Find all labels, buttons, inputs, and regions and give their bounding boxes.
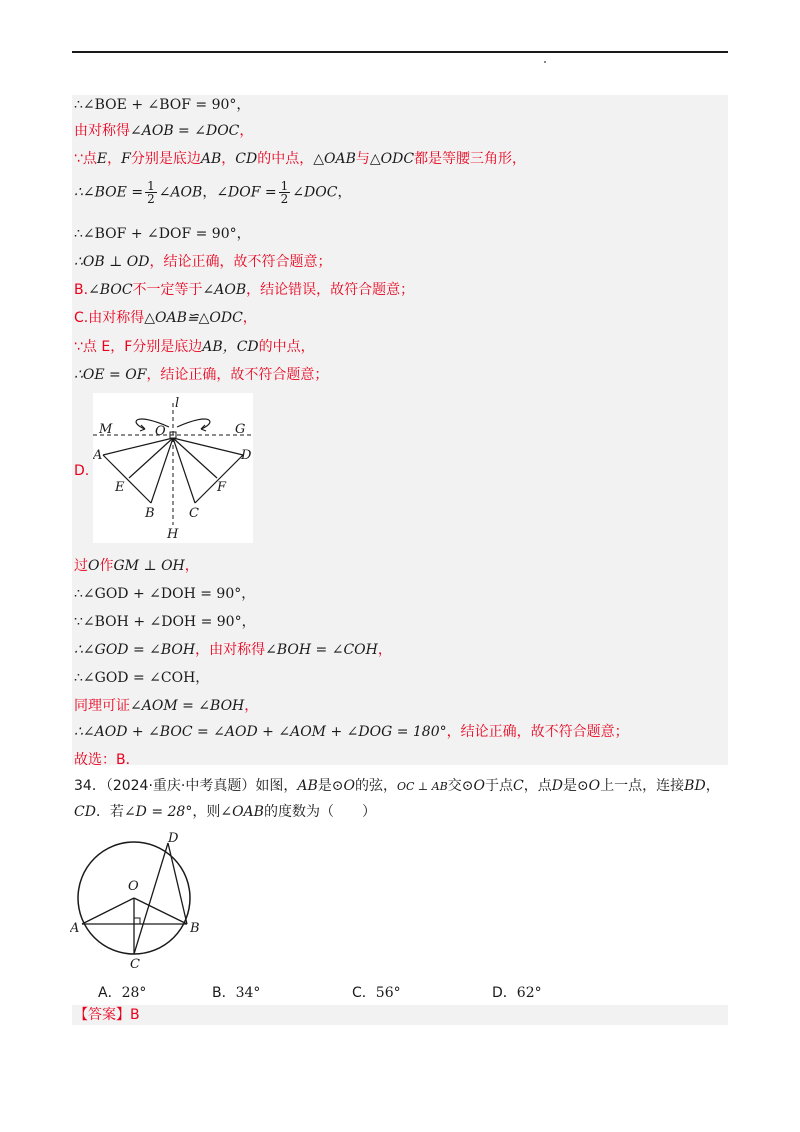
fold-figure-svg — [93, 393, 253, 543]
solution-line-5: ∴∠BOF + ∠DOF = 90°， — [74, 226, 251, 242]
fig1-label-g: G — [235, 422, 246, 437]
solution-line-9: ∵点 E，F分别是底边AB，CD的中点， — [74, 339, 315, 355]
fig1-label-h: H — [167, 527, 179, 542]
option-d: D．62° — [492, 985, 542, 1001]
question-34-line-1: 34．（2024·重庆·中考真题）如图，AB是⊙O的弦，OC ⊥ AB交⊙O于点C，点D是⊙O上一点，连接BD， — [74, 778, 720, 794]
option-d-label: D. — [74, 463, 90, 479]
fig2-label-d: D — [168, 831, 179, 846]
circle-figure — [70, 828, 205, 976]
circle-figure-svg — [70, 828, 205, 976]
fig1-label-l: l — [175, 396, 180, 411]
solution-line-16: ∴∠GOD = ∠COH， — [74, 670, 210, 686]
solution-line-6: ∴OB ⊥ OD，结论正确，故不符合题意； — [74, 254, 332, 270]
solution-line-8: C.由对称得△OAB≌△ODC， — [74, 310, 257, 326]
fraction-half-2: $\frac{1}{2}$ — [280, 179, 289, 206]
fig1-label-e: E — [115, 480, 125, 495]
fold-figure — [93, 393, 253, 543]
header-dot — [544, 61, 546, 63]
fig1-label-f: F — [217, 480, 227, 495]
fig1-label-c: C — [189, 506, 199, 521]
solution-line-1: ∴∠BOE + ∠BOF = 90°， — [74, 97, 251, 113]
solution-line-19: 故选：B． — [74, 752, 140, 768]
solution-line-17: 同理可证∠AOM = ∠BOH， — [74, 698, 259, 714]
fraction-half: $\frac{1}{2}$ — [147, 179, 155, 206]
solution-line-14: ∵∠BOH + ∠DOH = 90°， — [74, 614, 256, 630]
solution-line-12: 过O作GM ⊥ OH， — [74, 558, 199, 574]
option-a: A．28° — [98, 985, 147, 1001]
solution-line-3: ∵点E，F分别是底边AB，CD的中点，△OAB与△ODC都是等腰三角形， — [74, 151, 527, 167]
solution-line-2: 由对称得∠AOB = ∠DOC， — [74, 123, 254, 139]
answer-line: 【答案】B — [74, 1007, 140, 1023]
fig1-label-m: M — [99, 422, 113, 437]
solution-line-7: B.∠BOC不一定等于∠AOB，结论错误，故符合题意； — [74, 282, 415, 298]
fig1-label-a: A — [93, 448, 103, 463]
option-c: C．56° — [352, 985, 401, 1001]
fig1-label-d: D — [241, 448, 252, 463]
solution-line-15: ∴∠GOD = ∠BOH，由对称得∠BOH = ∠COH， — [74, 642, 392, 658]
solution-line-13: ∴∠GOD + ∠DOH = 90°， — [74, 586, 256, 602]
fig2-label-o: O — [128, 879, 139, 894]
question-34-line-2: CD．若∠D = 28°，则∠OAB的度数为（ ） — [74, 804, 376, 820]
option-b: B．34° — [212, 985, 261, 1001]
header-rule — [72, 51, 728, 53]
solution-line-18: ∴∠AOD + ∠BOC = ∠AOD + ∠AOM + ∠DOG = 180°，结论正确，故不符合题意； — [74, 724, 629, 740]
fig2-label-b: B — [190, 921, 200, 936]
answer-panel — [72, 1005, 728, 1025]
fig1-label-b: B — [145, 506, 155, 521]
fig1-label-o: O — [155, 424, 166, 439]
fig2-label-a: A — [70, 921, 80, 936]
solution-line-10: ∴OE = OF，结论正确，故不符合题意； — [74, 367, 329, 383]
solution-line-4: ∴∠BOE = $\frac{1}{2}$ ∠AOB，∠DOF = $\frac{1}{2}$ ∠DOC， — [74, 179, 352, 206]
fig2-label-c: C — [130, 957, 140, 972]
